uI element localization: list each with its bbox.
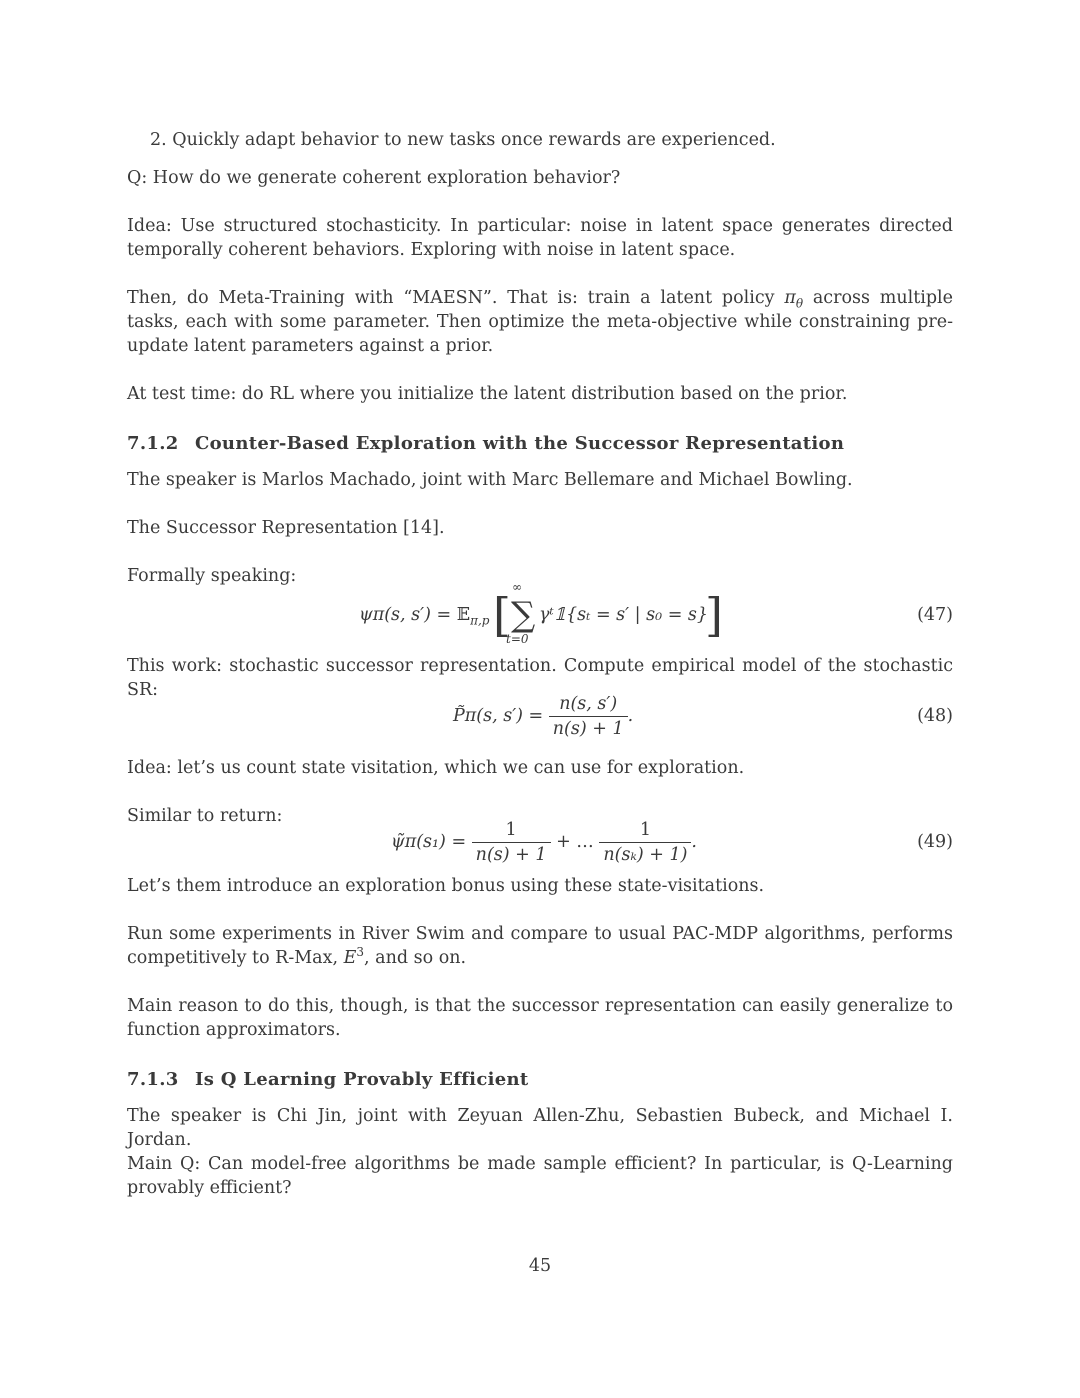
eq49-expression: ψ̃π(s₁) = $\frac{1}{n(s) + 1}$ + … $\frac{1}{\text{n(sₖ) + 1)}}$ . bbox=[391, 820, 697, 865]
paragraph-meta-training bbox=[127, 286, 953, 358]
paragraph-speaker-jin: The speaker is Chi Jin, joint with Zeyuan Allen-Zhu, Sebastien Bubeck, and Michael I. Jordan. bbox=[127, 1106, 953, 1150]
paragraph-formally: Formally speaking: bbox=[127, 566, 297, 586]
section-number: 7.1.3 bbox=[127, 1069, 179, 1090]
sum-upper-limit: ∞ bbox=[512, 580, 522, 594]
paragraph-experiments: Run some experiments in River Swim and compare to usual PAC-MDP algorithms, performs competitively to R-Max, $E^3$, and so on. bbox=[127, 924, 953, 968]
equation-47 bbox=[127, 582, 953, 648]
paragraph-question: Q: How do we generate coherent exploration behavior? bbox=[127, 168, 621, 188]
paragraph-speaker-machado: The speaker is Marlos Machado, joint with Marc Bellemare and Michael Bowling. bbox=[127, 470, 853, 490]
section-title: Is Q Learning Provably Efficient bbox=[195, 1069, 529, 1090]
paragraph-successor-representation: The Successor Representation [14]. bbox=[127, 518, 445, 538]
right-bracket: ] bbox=[705, 588, 723, 642]
sum-symbol: ∑ bbox=[511, 595, 536, 635]
left-bracket: [ bbox=[493, 588, 511, 642]
equation-number-48: (48) bbox=[917, 706, 953, 726]
list-item-2: 2. Quickly adapt behavior to new tasks once rewards are experienced. bbox=[150, 130, 776, 150]
paragraph-idea-count: Idea: let’s us count state visitation, which we can use for exploration. bbox=[127, 758, 745, 778]
section-heading-7-1-2 bbox=[127, 432, 844, 456]
equation-49 bbox=[127, 816, 953, 868]
paragraph-idea-structured: Idea: Use structured stochasticity. In particular: noise in latent space generates directed temporally coherent behaviors. Exploring with noise in latent space. bbox=[127, 216, 953, 260]
paragraph-this-work: This work: stochastic successor representation. Compute empirical model of the stochastic SR: bbox=[127, 656, 953, 700]
eq48-expression: P̃π(s, s′) = $\frac{n(s, s')}{n(s) + 1}$ . bbox=[453, 694, 634, 739]
section-number: 7.1.2 bbox=[127, 433, 179, 454]
equation-48 bbox=[127, 690, 953, 742]
section-title: Counter-Based Exploration with the Successor Representation bbox=[195, 433, 845, 454]
paragraph-test-time: At test time: do RL where you initialize the latent distribution based on the prior. bbox=[127, 384, 848, 404]
eq47-lhs: ψπ(s, s′) = 𝔼$_{\pi,p}$ bbox=[359, 605, 490, 628]
sum-lower-limit: t=0 bbox=[506, 632, 529, 646]
eq47-body: γᵗ𝟙{sₜ = s′ | s₀ = s} bbox=[539, 605, 709, 625]
e-cubed-symbol: E bbox=[343, 948, 357, 968]
page-number: 45 bbox=[528, 1256, 552, 1276]
equation-number-47: (47) bbox=[917, 605, 953, 625]
paragraph-similar: Similar to return: bbox=[127, 806, 283, 826]
paragraph-main-question: Main Q: Can model-free algorithms be made sample efficient? In particular, is Q-Learning provably efficient? bbox=[127, 1154, 953, 1198]
policy-symbol: $\pi_\theta$ bbox=[784, 288, 804, 311]
meta-text-a: Then, do Meta-Training with “MAESN”. That is: train a latent policy bbox=[127, 288, 785, 308]
paragraph-exploration-bonus: Let’s them introduce an exploration bonus using these state-visitations. bbox=[127, 876, 765, 896]
paragraph-main-reason: Main reason to do this, though, is that the successor representation can easily generalize to function approximators. bbox=[127, 996, 953, 1040]
meta-text-b: across multiple tasks, each with some parameter. Then optimize the meta-objective while constraining pre-update latent parameters against a prior. bbox=[127, 288, 953, 356]
section-heading-7-1-3 bbox=[127, 1068, 528, 1092]
equation-number-49: (49) bbox=[917, 832, 953, 852]
